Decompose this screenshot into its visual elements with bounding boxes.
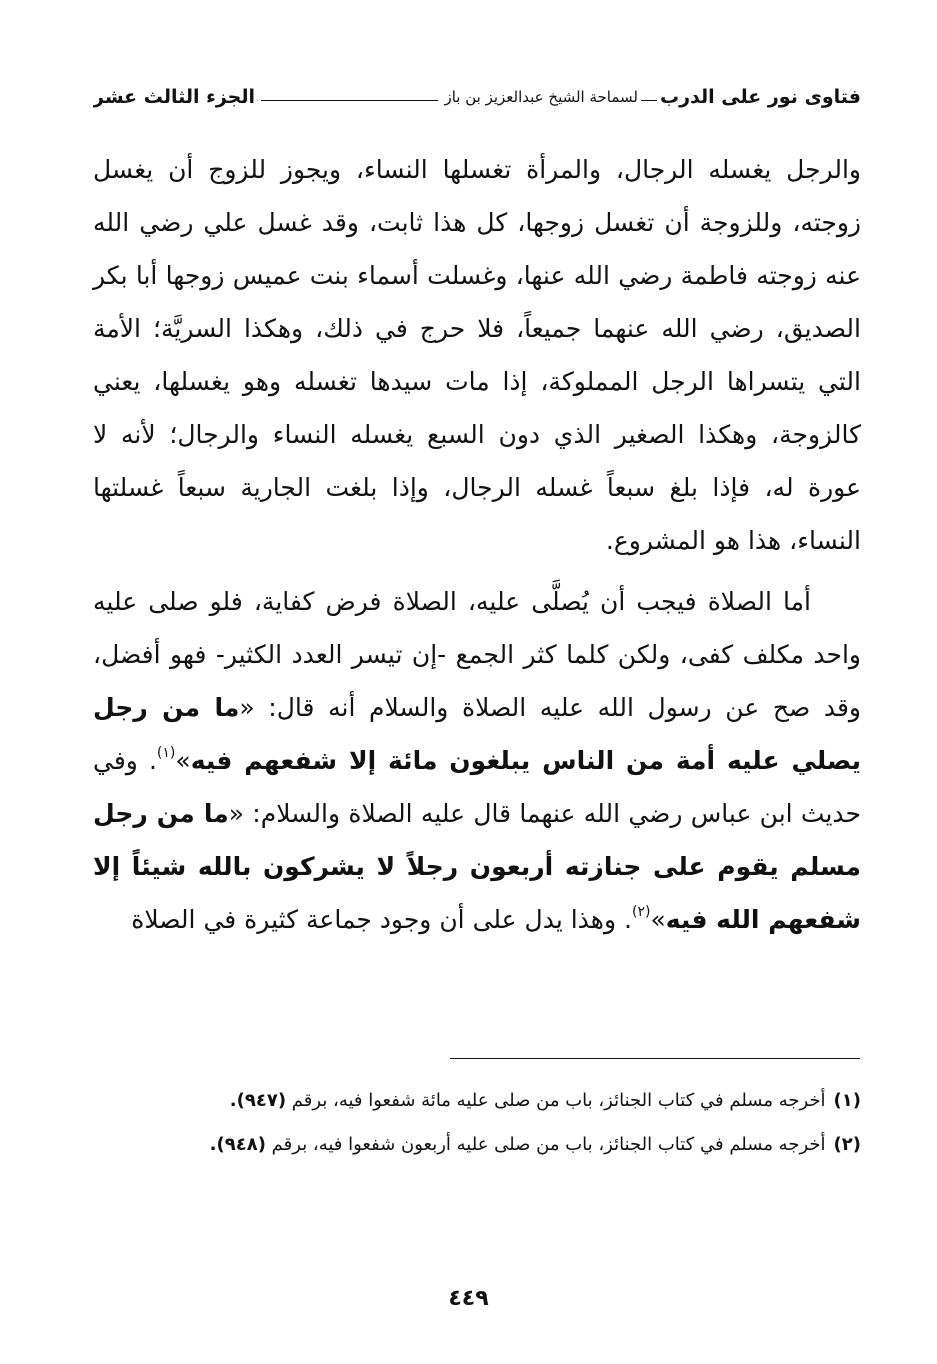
footnote-ref-2: (٢) [631,904,651,920]
paragraph-2-middle: . وفي حديث ابن عباس رضي الله عنهما قال عليه الصلاة والسلام: « [93,746,861,828]
paragraph-1: والرجل يغسله الرجال، والمرأة تغسلها النساء، ويجوز للزوج أن يغسل زوجته، وللزوجة أن تغسل زوجها، كل هذا ثابت، وقد غسل علي رضي الله عنه زوجته فاطمة رضي الله عنها، وغسلت أسماء بنت عميس زوجها أبا بكر الصديق، رضي الله عنهما جميعاً، فلا حرج في ذلك، وهكذا السريَّة؛ الأمة التي يتسراها الرجل المملوكة، إذا مات سيدها تغسله وهو يغسلها، يعني كالزوجة، وهكذا الصغير الذي دون السبع يغسله النساء والرجال؛ لأنه لا عورة له، فإذا بلغ سبعاً غسله الرجال، وإذا بلغت الجارية سبعاً غسلتها النساء، هذا هو المشروع. [93,155,861,555]
author-name: لسماحة الشيخ عبدالعزيز بن باز [444,88,638,106]
page-number: ٤٤٩ [448,1286,489,1311]
footnotes [93,1082,861,1170]
footnote-number: (٢) [833,1134,861,1155]
footnote-separator [450,1058,860,1059]
footnote-hadith-number: (٩٤٨). [209,1134,266,1155]
footnote-ref-1: (١) [156,745,176,761]
header-line [261,100,438,101]
running-header [93,82,861,112]
hadith-1: ما من رجل يصلي عليه أمة من الناس يبلغون مائة إلا شفعهم فيه [93,693,861,775]
footnote-hadith-number: (٩٤٧). [229,1090,287,1111]
footnote-body: أخرجه مسلم في كتاب الجنائز، باب من صلى عليه مائة شفعوا فيه، برقم [291,1090,826,1111]
header-dash [641,100,657,101]
footnote-body: أخرجه مسلم في كتاب الجنائز، باب من صلى عليه أربعون شفعوا فيه، برقم [271,1134,826,1155]
footnote-text [93,1082,826,1120]
paragraph-2-intro: أما الصلاة فيجب أن يُصلَّى عليه، الصلاة فرض كفاية، فلو صلى عليه واحد مكلف كفى، ولكن كلما كثر الجمع -إن تيسر العدد الكثير- فهو أفضل، وقد صح عن رسول الله عليه الصلاة والسلام أنه قال: « [93,587,861,722]
footnote-text [93,1126,826,1164]
hadith-2: ما من رجل مسلم يقوم على جنازته أربعون رجلاً لا يشركون بالله شيئاً إلا شفعهم الله فيه [93,799,861,934]
footnote-1 [93,1082,861,1120]
paragraph-2-end: . وهذا يدل على أن وجود جماعة كثيرة في الصلاة [131,905,632,934]
volume-title: الجزء الثالث عشر [93,86,256,108]
footnote-number: (١) [833,1090,861,1111]
main-text [93,143,861,946]
paragraph-2: أما الصلاة فيجب أن يُصلَّى عليه، الصلاة فرض كفاية، فلو صلى عليه واحد مكلف كفى، ولكن كلما كثر الجمع -إن تيسر العدد الكثير- فهو أفضل، وقد صح عن رسول الله عليه الصلاة والسلام أنه قال: «ما من رجل يصلي عليه أمة من الناس يبلغون مائة إلا شفعهم فيه»$^{(١)}$. وفي حديث ابن عباس رضي الله عنهما قال عليه الصلاة والسلام: «ما من رجل مسلم يقوم على جنازته أربعون رجلاً لا يشركون بالله شيئاً إلا شفعهم الله فيه»$^{(٢)}$. وهذا يدل على أن وجود جماعة كثيرة في الصلاة [93,587,861,934]
book-title: فتاوى نور على الدرب [660,86,861,108]
footnote-2 [93,1126,861,1164]
